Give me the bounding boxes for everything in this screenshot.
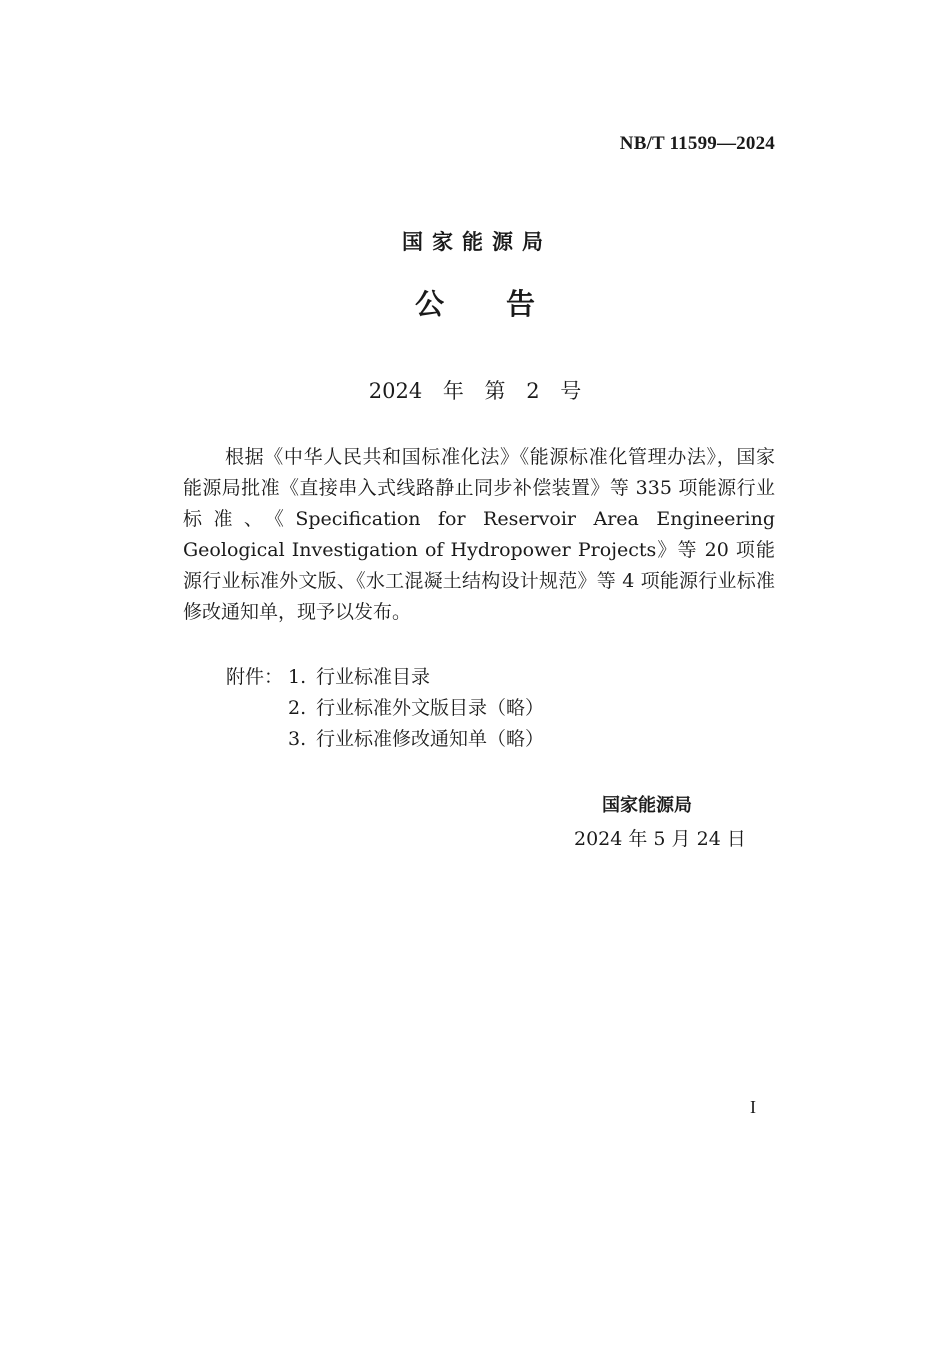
attachment-number: 3. — [288, 728, 307, 750]
page-number: I — [750, 1097, 756, 1117]
attachment-item — [226, 662, 544, 693]
attachment-text: 行业标准目录 — [316, 666, 431, 688]
issuer-heading: 国家能源局 — [402, 230, 552, 254]
standard-code: NB/T 11599—2024 — [619, 133, 775, 154]
attachment-item — [226, 693, 544, 724]
attachments-label: 附件： — [226, 666, 284, 688]
attachment-text: 行业标准外文版目录（略） — [316, 697, 545, 719]
attachment-item — [226, 724, 544, 755]
attachment-number: 1. — [288, 666, 307, 688]
attachment-text: 行业标准修改通知单（略） — [316, 728, 545, 750]
announcement-number: 2024 年 第 2 号 — [368, 379, 582, 403]
attachments-list — [226, 662, 544, 755]
sign-date: 2024 年 5 月 24 日 — [574, 828, 746, 850]
announcement-title: 公告 — [414, 287, 597, 321]
announcement-body: 根据《中华人民共和国标准化法》《能源标准化管理办法》，国家能源局批准《直接串入式线路静止同步补偿装置》等 335 项能源行业标准、《Specification for Reservoir Area Engineering Geological Investigation of Hydropower Projects》等 20 项能源行业标准外文版、《水工混凝土结构设计规范》等 4 项能源行业标准修改通知单，现予以发布。 — [183, 446, 775, 623]
attachment-number: 2. — [288, 697, 307, 719]
signer: 国家能源局 — [602, 795, 692, 816]
